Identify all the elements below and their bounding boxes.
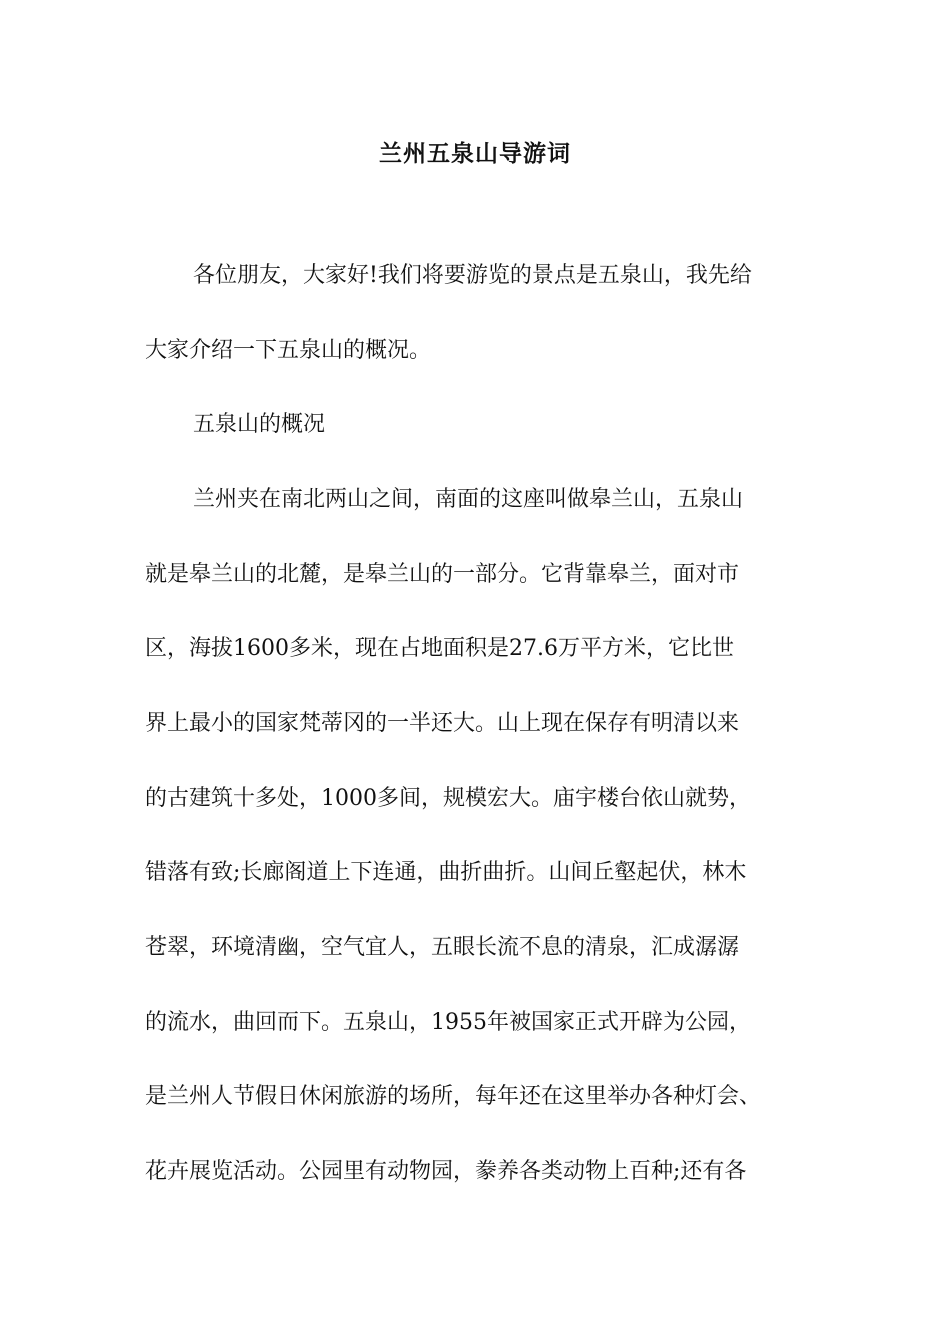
paragraph-line: 的流水，曲回而下。五泉山，1955年被国家正式开辟为公园， <box>145 1010 751 1035</box>
paragraph-line: 区，海拔1600多米，现在占地面积是27.6万平方米，它比世 <box>145 636 734 661</box>
paragraph-line: 的古建筑十多处，1000多间，规模宏大。庙宇楼台依山就势， <box>145 786 751 811</box>
paragraph-line: 是兰州人节假日休闲旅游的场所，每年还在这里举办各种灯会、 <box>145 1084 762 1109</box>
paragraph-line: 错落有致;长廊阁道上下连通，曲折曲折。山间丘壑起伏，林木 <box>145 860 747 885</box>
paragraph-line: 界上最小的国家梵蒂冈的一半还大。山上现在保存有明清以来 <box>145 711 740 736</box>
paragraph-line: 苍翠，环境清幽，空气宜人，五眼长流不息的清泉，汇成潺潺 <box>145 935 740 960</box>
paragraph-line: 大家介绍一下五泉山的概况。 <box>145 338 432 363</box>
document-title: 兰州五泉山导游词 <box>379 140 571 167</box>
paragraph-line: 就是皋兰山的北麓，是皋兰山的一部分。它背靠皋兰，面对市 <box>145 562 740 587</box>
section-heading: 五泉山的概况 <box>193 412 326 437</box>
paragraph-line: 兰州夹在南北两山之间，南面的这座叫做皋兰山，五泉山 <box>193 487 744 512</box>
paragraph-line: 花卉展览活动。公园里有动物园，豢养各类动物上百种;还有各 <box>145 1159 747 1184</box>
paragraph-line: 各位朋友，大家好!我们将要游览的景点是五泉山，我先给 <box>193 263 752 288</box>
